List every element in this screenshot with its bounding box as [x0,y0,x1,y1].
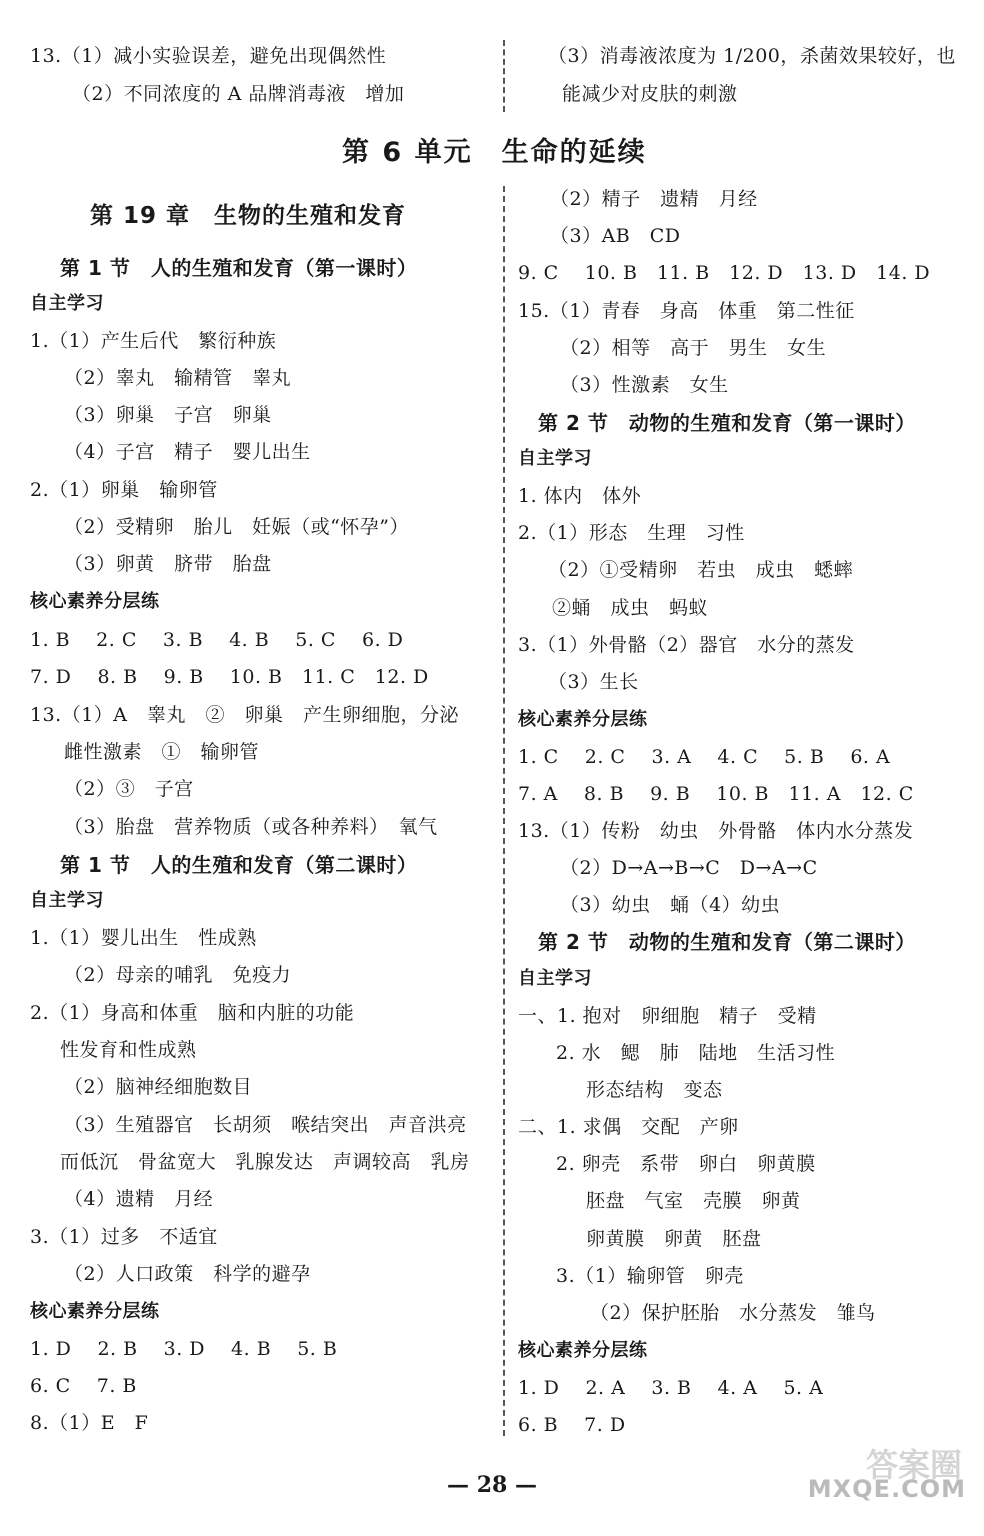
answer-line: 胚盘 气室 壳膜 卵黄 [586,1190,801,1212]
answer-line: （3）胎盘 营养物质（或各种养料） 氧气 [64,816,438,838]
answer-line: 15.（1）青春 身高 体重 第二性征 [518,300,855,322]
answer-line: 6. C 7. B [30,1375,137,1397]
subheading-core-practice: 核心素养分层练 [518,1340,648,1361]
answer-line: 6. B 7. D [518,1414,626,1436]
section-title: 第 1 节 人的生殖和发育（第二课时） [60,853,418,877]
subheading-self-study: 自主学习 [518,448,592,469]
answer-line: （2）睾丸 输精管 睾丸 [64,367,292,389]
answer-line: 7. D 8. B 9. B 10. B 11. C 12. D [30,666,429,688]
subheading-core-practice: 核心素养分层练 [30,591,160,612]
answer-line: 2.（1）身高和体重 脑和内脏的功能 [30,1002,355,1024]
answer-line: 2. 水 鳃 肺 陆地 生活习性 [556,1042,836,1064]
answer-line: （4）子宫 精子 婴儿出生 [64,441,311,463]
answer-line: 13.（1）A 睾丸 ② 卵巢 产生卵细胞，分泌 [30,704,460,726]
answer-line: 1.（1）婴儿出生 性成熟 [30,927,257,949]
watermark-logo: 答案圈 [865,1446,962,1484]
watermark: MXQE.COM [807,1475,966,1503]
answer-line: ②蛹 成虫 蚂蚁 [552,597,709,619]
answer-line: 3.（1）外骨骼（2）器官 水分的蒸发 [518,634,855,656]
answer-line: 3.（1）输卵管 卵壳 [556,1265,744,1287]
answer-line: （3）生殖器官 长胡须 喉结突出 声音洪亮 [64,1114,467,1136]
answer-line: （3）消毒液浓度为 1/200，杀菌效果较好，也 [548,45,956,67]
answer-line: （3）幼虫 蛹（4）幼虫 [560,894,781,916]
answer-line: 卵黄膜 卵黄 胚盘 [586,1228,762,1250]
answer-line: 一、1. 抱对 卵细胞 精子 受精 [518,1005,817,1027]
subheading-core-practice: 核心素养分层练 [30,1301,160,1322]
answer-line: 1. D 2. A 3. B 4. A 5. A [518,1377,824,1399]
answer-line: 雌性激素 ① 输卵管 [64,741,260,763]
answer-line: （2）脑神经细胞数目 [64,1076,253,1098]
subheading-self-study: 自主学习 [30,890,104,911]
answer-line: （2）③ 子宫 [64,778,194,800]
answer-line: （3）AB CD [550,225,681,247]
answer-line: 3.（1）过多 不适宜 [30,1226,218,1248]
answer-line: （2）保护胚胎 水分蒸发 雏鸟 [590,1302,876,1324]
answer-line: 1. 体内 体外 [518,485,642,507]
answer-line: 二、1. 求偶 交配 产卵 [518,1116,739,1138]
unit-title: 第 6 单元 生命的延续 [342,137,647,168]
page-number: — 28 — [447,1472,537,1498]
answer-line: 7. A 8. B 9. B 10. B 11. A 12. C [518,783,914,805]
answer-line: 13.（1）减小实验误差，避免出现偶然性 [30,45,387,67]
answer-line: （3）生长 [548,671,639,693]
answer-line: 13.（1）传粉 幼虫 外骨骼 体内水分蒸发 [518,820,914,842]
answer-line: （2）D→A→B→C D→A→C [560,857,818,879]
answer-line: （2）相等 高于 男生 女生 [560,337,827,359]
answer-line: （2）不同浓度的 A 品牌消毒液 增加 [72,83,405,105]
column-divider [503,40,505,112]
answer-line: （4）遗精 月经 [64,1188,214,1210]
subheading-self-study: 自主学习 [30,293,104,314]
section-title: 第 2 节 动物的生殖和发育（第一课时） [538,411,916,435]
subheading-core-practice: 核心素养分层练 [518,709,648,730]
answer-line: 而低沉 骨盆宽大 乳腺发达 声调较高 乳房 [60,1151,470,1173]
answer-line: 1. B 2. C 3. B 4. B 5. C 6. D [30,629,404,651]
answer-line: （3）卵黄 脐带 胎盘 [64,553,272,575]
answer-line: 2.（1）形态 生理 习性 [518,522,745,544]
answer-line: （3）性激素 女生 [560,374,729,396]
section-title: 第 1 节 人的生殖和发育（第一课时） [60,256,418,280]
answer-line: 1.（1）产生后代 繁衍种族 [30,330,277,352]
answer-line: 2.（1）卵巢 输卵管 [30,479,218,501]
section-title: 第 2 节 动物的生殖和发育（第二课时） [538,930,916,954]
answer-line: （2）受精卵 胎儿 妊娠（或“怀孕”） [64,516,410,538]
answer-line: 9. C 10. B 11. B 12. D 13. D 14. D [518,262,931,284]
answer-line: 8.（1）E F [30,1412,149,1434]
answer-line: 形态结构 变态 [586,1079,723,1101]
answer-line: （3）卵巢 子宫 卵巢 [64,404,272,426]
answer-line: 2. 卵壳 系带 卵白 卵黄膜 [556,1153,816,1175]
answer-line: 性发育和性成熟 [60,1039,197,1061]
column-divider [503,186,505,1436]
answer-line: （2）母亲的哺乳 免疫力 [64,964,292,986]
answer-line: 能减少对皮肤的刺激 [562,83,738,105]
chapter-title: 第 19 章 生物的生殖和发育 [90,203,407,229]
subheading-self-study: 自主学习 [518,968,592,989]
answer-line: （2）①受精卵 若虫 成虫 蟋蟀 [548,559,854,581]
answer-line: （2）人口政策 科学的避孕 [64,1263,311,1285]
answer-line: 1. D 2. B 3. D 4. B 5. B [30,1338,338,1360]
answer-line: （2）精子 遗精 月经 [550,188,758,210]
answer-line: 1. C 2. C 3. A 4. C 5. B 6. A [518,746,891,768]
